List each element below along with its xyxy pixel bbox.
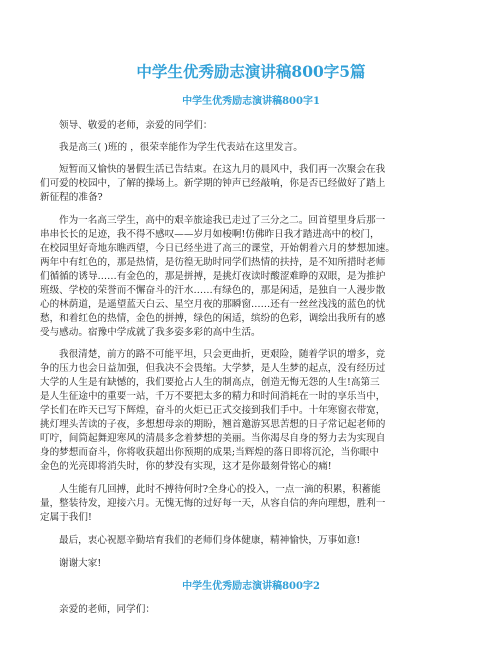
text-line: 身的梦想而奋斗，你将收获超出你预期的成果;当辉煌的落日即将沉沦，当你眼中 [40,447,380,458]
text-line: 最后，衷心祝愿辛勤培育我们的老师们身体健康，精神愉快，万事如意! [59,535,361,546]
text-line: 争的压力也会日益加强，但我决不会畏缩。大学梦，是人生梦的起点，没有经历过 [40,363,386,374]
paragraph-closing [40,534,466,548]
text-line: 们循循的诱导……有金色的，那是拼搏，是挑灯夜读时酸涩难睁的双眼，是为推护 [40,271,386,282]
text-line: 谢谢大家! [59,558,102,569]
paragraph-salutation-2 [40,603,466,617]
text-line: 在校园里好奇地东瞧西望，今日已经坐进了高三的课堂，开始朝着六月的梦想加速。 [40,243,395,254]
text-line: 作为一名高三学生，高中的艰辛旅途我已走过了三分之二。回首望里身后那一 [59,215,386,226]
text-line: 两年中有红色的，那是热情，是彷徨无助时同学们热情的扶持，是不知所措时老师 [40,257,386,268]
text-line: 愁，和着红色的热情，金色的拼搏，绿色的闲适，缤纷的色彩，调绘出我所有的感 [40,313,386,324]
section-heading-2: 中学生优秀励志演讲稿800字2 [182,581,320,592]
text-line: 们可爱的校园中，了解的操场上。新学期的钟声已经敲响，你是否已经做好了踏上 [40,178,386,189]
paragraph-4 [40,483,466,525]
text-line: 新征程的准备? [40,192,103,203]
paragraph-salutation [40,119,466,133]
paragraph-intro [40,141,466,155]
text-line: 受与感动。宿豫中学成就了我多姿多彩的高中生活。 [40,327,261,338]
text-line: 金色的光亮即将消失时，你的梦没有实现，这才是你最刻骨铭心的痛! [40,461,332,472]
text-line: 心的林荫道，是遥望蓝天白云、星空月夜的那瞬窗……还有一丝丝浅浅的蓝色的忧 [40,299,386,310]
text-line: 短暂而又愉快的暑假生活已告结束。在这九月的晨风中，我们再一次聚会在我 [59,164,386,175]
paragraph-3 [40,348,466,474]
text-line: 亲爱的老师，同学们： [59,604,155,615]
text-line: 我很清楚，前方的路不可能平坦，只会更曲折，更艰险，随着学识的增多，竞 [59,349,386,360]
text-line: 人生能有几回搏，此时不搏待何时?全身心的投入，一点一滴的积累，积蓄能 [59,484,381,495]
text-line: 我是高三( )班的 ，很荣幸能作为学生代表站在这里发言。 [59,142,303,153]
text-line: 挑灯埋头苦读的子夜，多想想母亲的期盼，翘首邀游冥思苦想的日子常记起老师的 [40,419,386,430]
document-title: 中学生优秀励志演讲稿800字5篇 [136,62,366,81]
text-line: 班级、学校的荣誉而不懈奋斗的汗水……有绿色的，那是闲适，是独自一人漫步散 [40,285,386,296]
text-line: 领导、敬爱的老师，亲爱的同学们： [59,120,213,131]
text-line: 是人生征途中的重要一站，千万不要把太多的精力和时间消耗在一时的享乐当中， [40,391,386,402]
paragraph-1 [40,163,466,205]
paragraph-thanks [40,557,466,571]
text-line: 大学的人生是有缺憾的，我们要抢占人生的制高点，创造无悔无怨的人生!高第三 [40,377,380,388]
text-line: 定属于我们! [40,512,92,523]
text-line: 叮咛，间筒起舞迎寒风的清晨多念着梦想的美丽。当你渴尽自身的努力去为实现自 [40,433,386,444]
paragraph-2 [40,214,466,340]
text-line: 量，整装待发，迎接六月。无愧无悔的过好每一天，从容自信的奔向理想，胜利一 [40,498,386,509]
text-line: 串串长长的足迹，我不得不感叹——岁月如梭啊!仿佛昨日我才踏进高中的校门， [40,229,380,240]
text-line: 学长们在昨天已写下辉煌，奋斗的火炬已正式交接到我们手中。十年寒窗衣带宽， [40,405,386,416]
section-heading-1: 中学生优秀励志演讲稿800字1 [182,96,320,107]
